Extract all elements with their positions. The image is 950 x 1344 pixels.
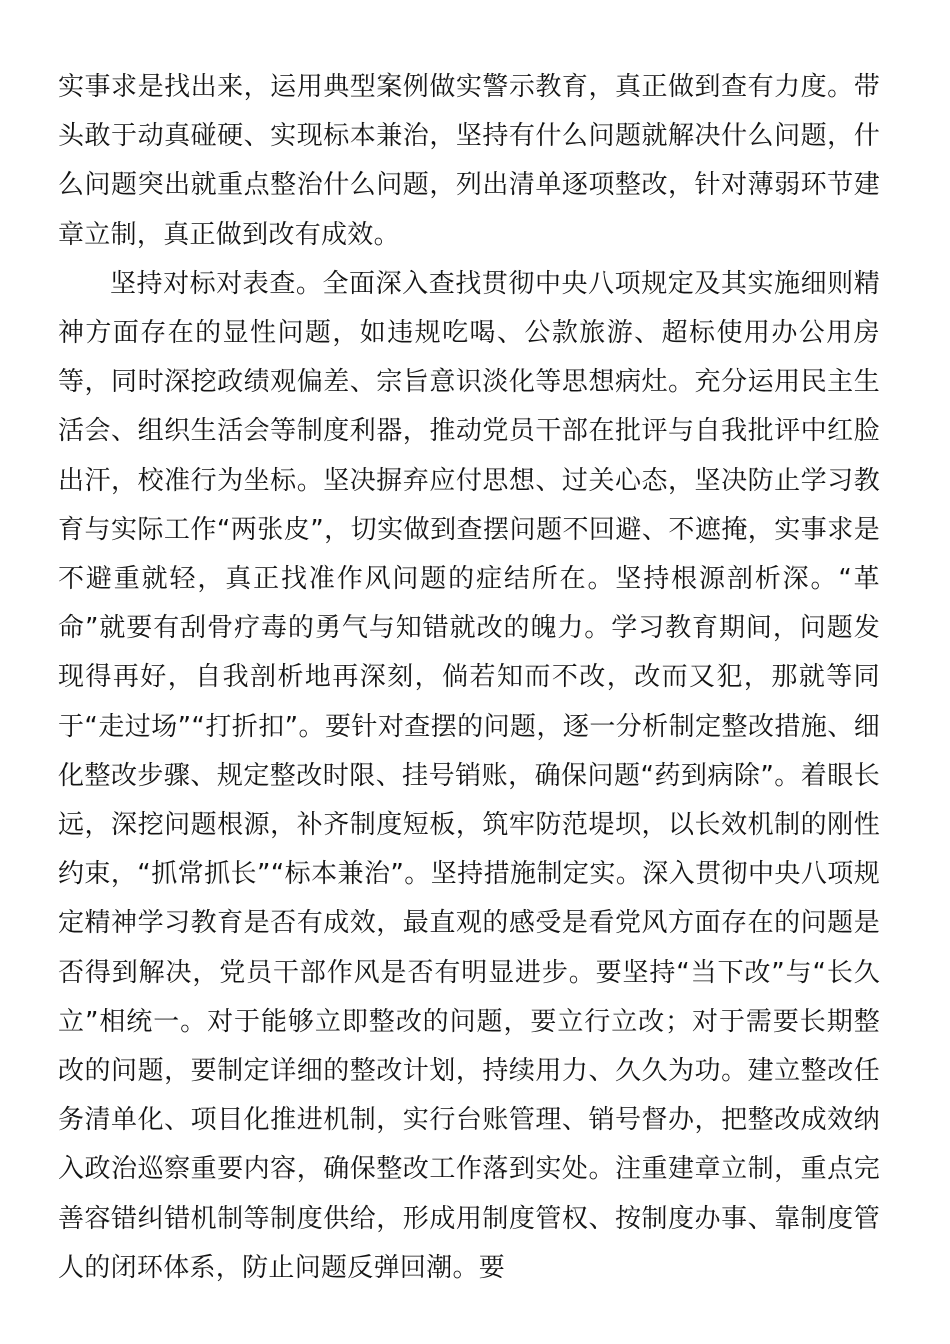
document-body — [58, 63, 880, 1293]
paragraph-1: 实事求是找出来，运用典型案例做实警示教育，真正做到查有力度。带头敢于动真碰硬、实现标本兼治，坚持有什么问题就解决什么问题，什么问题突出就重点整治什么问题，列出清单逐项整改，针对薄弱环节建章立制，真正做到改有成效。 — [58, 72, 880, 250]
paragraph-2: 坚持对标对表查。全面深入查找贯彻中央八项规定及其实施细则精神方面存在的显性问题，如违规吃喝、公款旅游、超标使用办公用房等，同时深挖政绩观偏差、宗旨意识淡化等思想病灶。充分运用民主生活会、组织生活会等制度利器，推动党员干部在批评与自我批评中红脸出汗，校准行为坐标。坚决摒弃应付思想、过关心态，坚决防止学习教育与实际工作“两张皮”，切实做到查摆问题不回避、不遮掩，实事求是不避重就轻，真正找准作风问题的症结所在。坚持根源剖析深。“革命”就要有刮骨疗毒的勇气与知错就改的魄力。学习教育期间，问题发现得再好，自我剖析地再深刻，倘若知而不改，改而又犯，那就等同于“走过场”“打折扣”。要针对查摆的问题，逐一分析制定整改措施、细化整改步骤、规定整改时限、挂号销账，确保问题“药到病除”。着眼长远，深挖问题根源，补齐制度短板，筑牢防范堤坝，以长效机制的刚性约束，“抓常抓长”“标本兼治”。坚持措施制定实。深入贯彻中央八项规定精神学习教育是否有成效，最直观的感受是看党风方面存在的问题是否得到解决，党员干部作风是否有明显进步。要坚持“当下改”与“长久立”相统一。对于能够立即整改的问题，要立行立改；对于需要长期整改的问题，要制定详细的整改计划，持续用力、久久为功。建立整改任务清单化、项目化推进机制，实行台账管理、销号督办，把整改成效纳入政治巡察重要内容，确保整改工作落到实处。注重建章立制，重点完善容错纠错机制等制度供给，形成用制度管权、按制度办事、靠制度管人的闭环体系，防止问题反弹回潮。要 — [58, 268, 880, 1283]
